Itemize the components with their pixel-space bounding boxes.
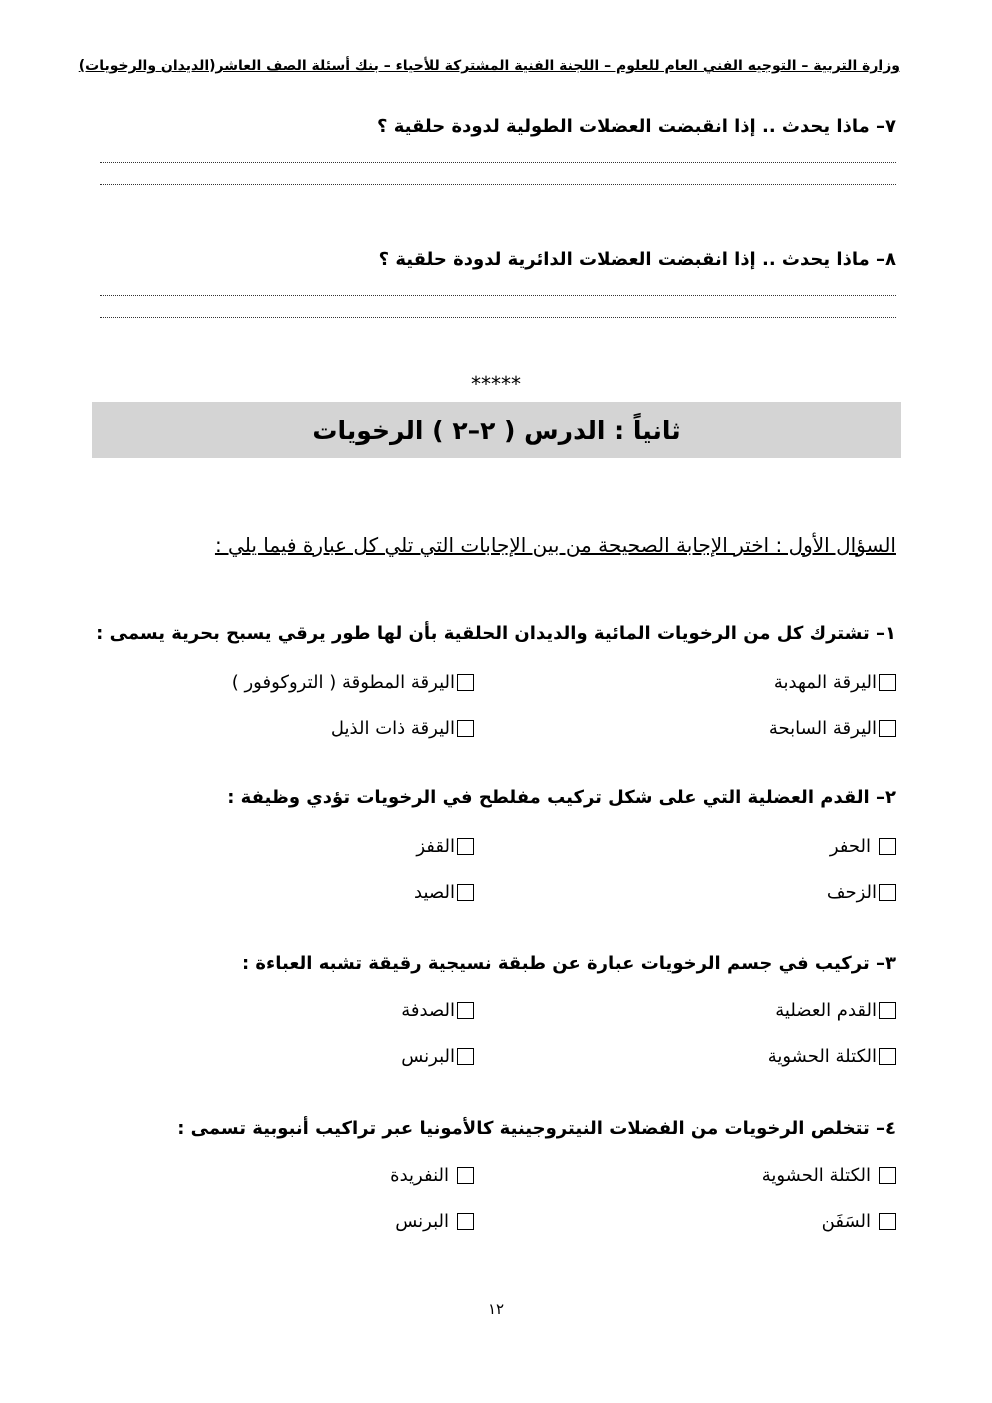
checkbox-icon[interactable] xyxy=(457,1167,474,1184)
checkbox-icon[interactable] xyxy=(457,1213,474,1230)
mcq-4-stem: ٤– تتخلص الرخويات من الفضلات النيتروجينية كالأمونيا عبر تراكيب أنبوبية تسمى : xyxy=(177,1118,896,1139)
mcq-3-option-1[interactable]: القدم العضلية xyxy=(775,997,896,1023)
mcq-3-option-2[interactable]: الصدفة xyxy=(401,997,474,1023)
mcq-3-option-3[interactable]: الكتلة الحشوية xyxy=(768,1043,896,1069)
mcq-4-option-2[interactable]: النفريدة xyxy=(390,1162,474,1188)
lesson-title-bar xyxy=(92,402,901,458)
checkbox-icon[interactable] xyxy=(457,1048,474,1065)
separator: ***** xyxy=(471,372,521,396)
checkbox-icon[interactable] xyxy=(457,838,474,855)
checkbox-icon[interactable] xyxy=(879,1048,896,1065)
answer-line xyxy=(100,162,896,163)
mcq-1-option-2[interactable]: اليرقة المطوقة ( التروكوفور ) xyxy=(232,669,474,695)
checkbox-icon[interactable] xyxy=(457,1002,474,1019)
mcq-2-option-2[interactable]: القفز xyxy=(416,833,474,859)
mcq-4-option-4[interactable]: البرنس xyxy=(395,1208,474,1234)
mcq-1-option-3[interactable]: اليرقة السابحة xyxy=(769,715,896,741)
mcq-2-option-3[interactable]: الزحف xyxy=(827,879,896,905)
checkbox-icon[interactable] xyxy=(457,720,474,737)
checkbox-icon[interactable] xyxy=(879,674,896,691)
answer-line xyxy=(100,295,896,296)
answer-line xyxy=(100,184,896,185)
mcq-2-option-1[interactable]: الحفر xyxy=(830,833,896,859)
checkbox-icon[interactable] xyxy=(879,720,896,737)
lesson-title: ثانياً : الدرس ( ٢–٢ ) الرخويات xyxy=(312,415,681,445)
page-number: ١٢ xyxy=(487,1300,505,1318)
checkbox-icon[interactable] xyxy=(879,1213,896,1230)
question-7: ٧– ماذا يحدث .. إذا انقبضت العضلات الطولية لدودة حلقية ؟ xyxy=(376,116,896,137)
question-8: ٨– ماذا يحدث .. إذا انقبضت العضلات الدائرية لدودة حلقية ؟ xyxy=(378,249,896,270)
mcq-3-stem: ٣– تركيب في جسم الرخويات عبارة عن طبقة نسيجية رقيقة تشبه العباءة : xyxy=(241,953,896,974)
mcq-4-option-3[interactable]: السَفَن xyxy=(822,1208,896,1234)
checkbox-icon[interactable] xyxy=(879,884,896,901)
section-title: السؤال الأول : اختر الإجابة الصحيحة من بين الإجابات التي تلي كل عبارة فيما يلي : xyxy=(214,533,896,557)
page-header: وزارة التربية – التوجيه الفني العام للعلوم – اللجنة الفنية المشتركة للأحياء – بنك أسئلة الصف العاشر(الديدان والرخويات) xyxy=(78,58,900,74)
checkbox-icon[interactable] xyxy=(879,838,896,855)
mcq-1-option-1[interactable]: اليرقة المهدبة xyxy=(774,669,896,695)
mcq-1-stem: ١– تشترك كل من الرخويات المائية والديدان الحلقية بأن لها طور يرقي يسبح بحرية يسمى : xyxy=(96,623,896,644)
mcq-4-option-1[interactable]: الكتلة الحشوية xyxy=(762,1162,896,1188)
mcq-2-stem: ٢– القدم العضلية التي على شكل تركيب مفلطح في الرخويات تؤدي وظيفة : xyxy=(227,787,896,808)
mcq-2-option-4[interactable]: الصيد xyxy=(414,879,474,905)
checkbox-icon[interactable] xyxy=(879,1002,896,1019)
mcq-3-option-4[interactable]: البرنس xyxy=(401,1043,474,1069)
mcq-1-option-4[interactable]: اليرقة ذات الذيل xyxy=(331,715,474,741)
checkbox-icon[interactable] xyxy=(879,1167,896,1184)
checkbox-icon[interactable] xyxy=(457,884,474,901)
checkbox-icon[interactable] xyxy=(457,674,474,691)
answer-line xyxy=(100,317,896,318)
